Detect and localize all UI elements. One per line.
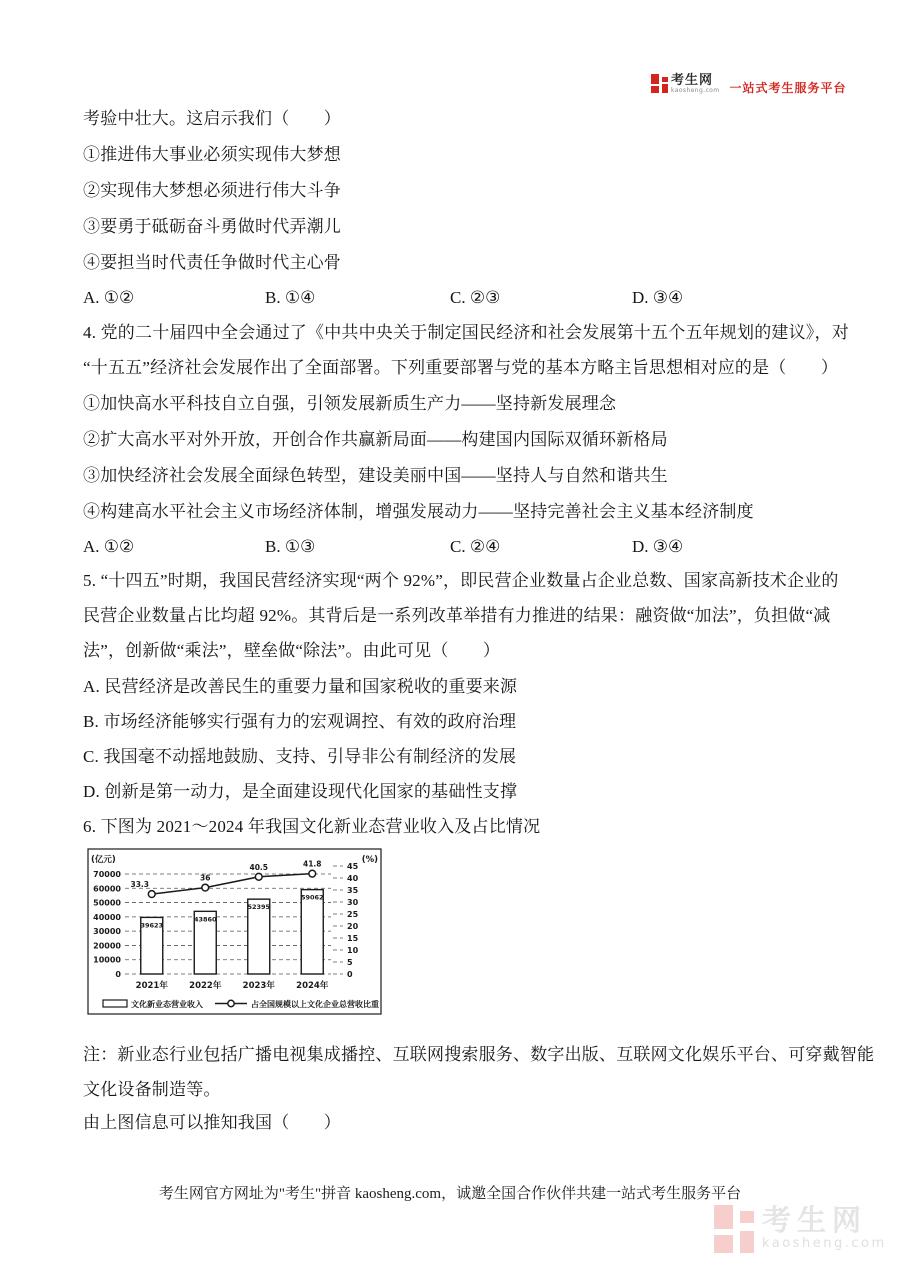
left-axis-tick: 50000 [93, 898, 121, 908]
right-axis-tick: 20 [347, 922, 359, 931]
line-value-label: 33.3 [130, 880, 150, 890]
trend-line [152, 874, 313, 894]
q3-option-c: C. ②③ [450, 288, 501, 307]
legend-line-label: 占全国规模以上文化企业总营收比重 [251, 1000, 379, 1009]
q5-stem-line3: 法”，创新做“乘法”，壁垒做“除法”。由此可见（ ） [83, 641, 501, 660]
q4-item-3: ③加快经济社会发展全面绿色转型，建设美丽中国——坚持人与自然和谐共生 [83, 466, 668, 485]
category-label: 2023年 [242, 981, 275, 991]
left-axis-tick: 60000 [93, 884, 121, 894]
q3-item-1: ①推进伟大事业必须实现伟大梦想 [83, 145, 341, 164]
q4-stem-line2: “十五五”经济社会发展作出了全面部署。下列重要部署与党的基本方略主旨思想相对应的是（ ） [83, 358, 839, 377]
culture-revenue-chart [87, 848, 382, 1018]
right-axis-tick: 30 [347, 898, 359, 907]
kaosheng-header-logo [651, 74, 847, 96]
footer-text: 考生网官方网址为"考生"拼音 kaosheng.com，诚邀全国合作伙伴共建一站式考生服务平台 [158, 1186, 742, 1202]
legend-bar-label: 文化新业态营业收入 [131, 1000, 203, 1009]
q5-stem-line2: 民营企业数量占比均超 92%。其背后是一系列改革举措有力推进的结果：融资做“加法”，负担做“减 [83, 606, 831, 625]
bar-value-label: 39623 [140, 921, 164, 930]
q3-option-a: A. ①② [83, 288, 135, 307]
line-value-label: 36 [200, 873, 211, 883]
q4-option-a: A. ①② [83, 537, 135, 556]
q6-note-line1: 注：新业态行业包括广播电视集成播控、互联网搜索服务、数字出版、互联网文化娱乐平台、可穿戴智能 [83, 1045, 875, 1064]
right-axis-tick: 0 [347, 970, 353, 979]
bar-value-label: 43860 [193, 915, 217, 924]
q6-prompt: 由上图信息可以推知我国（ ） [83, 1113, 341, 1132]
line-marker [309, 870, 316, 877]
brand-domain: kaosheng.com [671, 87, 720, 94]
brand-name: 考生网 [671, 73, 714, 88]
q4-item-2: ②扩大高水平对外开放，开创合作共赢新局面——构建国内国际双循环新格局 [83, 430, 668, 449]
right-axis-tick: 35 [347, 886, 359, 895]
bar-2024年 [301, 890, 323, 974]
q6-chart [87, 848, 382, 1018]
bar-value-label: 52395 [247, 903, 271, 912]
line-marker [255, 873, 262, 880]
q3-stem: 考验中壮大。这启示我们（ ） [83, 109, 341, 128]
line-marker [148, 891, 155, 898]
q4-option-b: B. ①③ [265, 537, 316, 556]
left-axis-tick: 20000 [93, 941, 121, 951]
q3-options-row [83, 288, 843, 310]
q3-option-b: B. ①④ [265, 288, 316, 307]
legend-line-marker [228, 1000, 234, 1006]
category-label: 2022年 [189, 981, 222, 991]
q4-stem-line1: 4. 党的二十届四中全会通过了《中共中央关于制定国民经济和社会发展第十五个五年规划的建议》，对 [83, 323, 849, 342]
q4-item-4: ④构建高水平社会主义市场经济体制，增强发展动力——坚持完善社会主义基本经济制度 [83, 502, 754, 521]
kaosheng-logo-icon [651, 74, 668, 93]
left-axis-tick: 70000 [93, 870, 121, 879]
bar-value-label: 59062 [300, 893, 324, 902]
q6-note-line2: 文化设备制造等。 [83, 1080, 221, 1099]
line-marker [202, 884, 209, 891]
kaosheng-watermark-icon [714, 1205, 754, 1253]
left-axis-tick: 10000 [93, 955, 121, 965]
q5-stem-line1: 5. “十四五”时期，我国民营经济实现“两个 92%”，即民营企业数量占企业总数、国家高新技术企业的 [83, 571, 839, 590]
q5-option-d: D. 创新是第一动力，是全面建设现代化国家的基础性支撑 [83, 782, 518, 801]
q6-intro: 6. 下图为 2021～2024 年我国文化新业态营业收入及占比情况 [83, 817, 541, 836]
q5-option-c: C. 我国毫不动摇地鼓励、支持、引导非公有制经济的发展 [83, 747, 517, 766]
q3-option-d: D. ③④ [632, 288, 684, 307]
chart-border [88, 849, 381, 1014]
left-axis-tick: 30000 [93, 927, 121, 937]
right-axis-tick: 40 [347, 874, 359, 883]
kaosheng-watermark [714, 1205, 887, 1253]
line-value-label: 41.8 [302, 859, 322, 869]
q3-item-3: ③要勇于砥砺奋斗勇做时代弄潮儿 [83, 217, 341, 236]
q4-options-row [83, 537, 843, 559]
category-label: 2021年 [135, 981, 168, 991]
left-axis-unit-label: (亿元) [91, 855, 116, 865]
q5-option-b: B. 市场经济能够实行强有力的宏观调控、有效的政府治理 [83, 712, 517, 731]
q5-option-a: A. 民营经济是改善民生的重要力量和国家税收的重要来源 [83, 677, 518, 696]
category-label: 2024年 [296, 981, 329, 991]
brand-tagline: 一站式考生服务平台 [729, 81, 847, 95]
q4-option-c: C. ②④ [450, 537, 501, 556]
line-value-label: 40.5 [249, 862, 269, 872]
right-axis-tick: 25 [347, 910, 359, 919]
left-axis-tick: 40000 [93, 912, 121, 922]
watermark-domain: kaosheng.com [762, 1236, 887, 1251]
left-axis-tick: 0 [115, 970, 121, 979]
right-axis-tick: 15 [347, 934, 359, 943]
legend-bar-swatch [103, 1000, 127, 1007]
q4-item-1: ①加快高水平科技自立自强，引领发展新质生产力——坚持新发展理念 [83, 394, 617, 413]
right-axis-tick: 5 [347, 958, 353, 967]
q3-item-2: ②实现伟大梦想必须进行伟大斗争 [83, 181, 341, 200]
watermark-brand: 考生网 [762, 1203, 868, 1237]
right-axis-tick: 45 [347, 862, 359, 871]
q3-item-4: ④要担当时代责任争做时代主心骨 [83, 253, 341, 272]
right-axis-unit-label: (%) [361, 855, 378, 865]
q4-option-d: D. ③④ [632, 537, 684, 556]
right-axis-tick: 10 [347, 946, 359, 955]
